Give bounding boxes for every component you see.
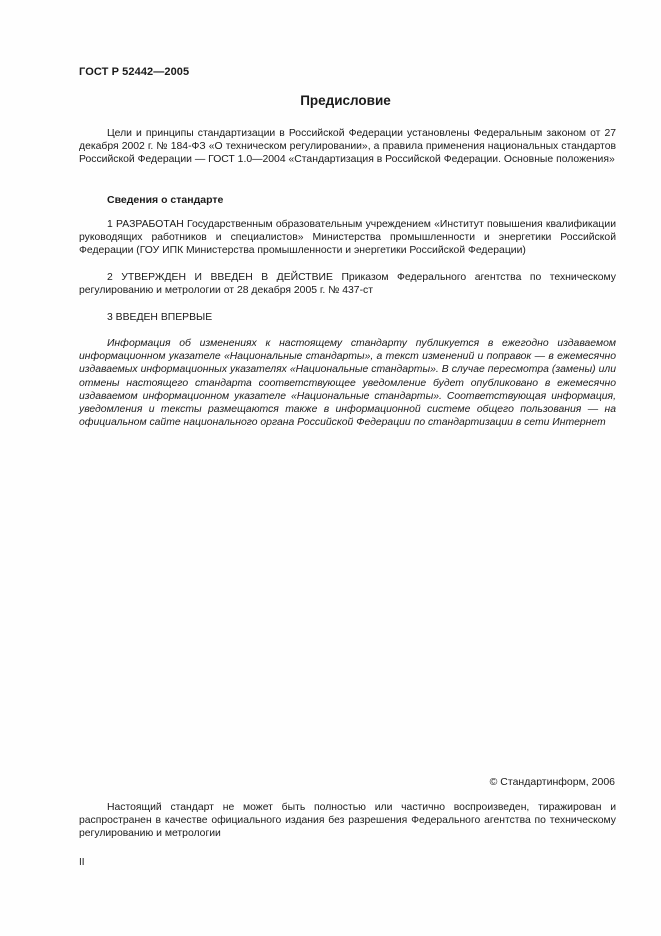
item-approved: 2 УТВЕРЖДЕН И ВВЕДЕН В ДЕЙСТВИЕ Приказом Федерального агентства по техническому регулированию и метрологии от 28 декабря 2005 г. № 437-ст: [79, 272, 616, 297]
page-number: II: [79, 857, 85, 868]
copyright-line: © Стандартинформ, 2006: [489, 776, 615, 788]
intro-paragraph: Цели и принципы стандартизации в Российской Федерации установлены Федеральным законом от 27 декабря 2002 г. № 184-ФЗ «О техническом регулировании», а правила применения национальных стандартов Российской Федерации — ГОСТ 1.0—2004 «Стандартизация в Российской Федерации. Основные положения»: [79, 128, 616, 166]
item-developed: 1 РАЗРАБОТАН Государственным образовательным учреждением «Институт повышения квалификации руководящих работников и специалистов» Министерства промышленности и энергетики Российской Федерации (ГОУ ИПК Министерства промышленности и энергетики Российской Федерации): [79, 219, 616, 257]
reproduction-notice: Настоящий стандарт не может быть полностью или частично воспроизведен, тиражирован и распространен в качестве официального издания без разрешения Федерального агентства по техническому регулированию и метрологии: [79, 802, 616, 840]
document-code: ГОСТ Р 52442—2005: [79, 66, 190, 78]
item-introduced: 3 ВВЕДЕН ВПЕРВЫЕ: [107, 312, 213, 323]
info-note: Информация об изменениях к настоящему стандарту публикуется в ежегодно издаваемом информационном указателе «Национальные стандарты», а текст изменений и поправок — в ежемесячно издаваемых информационных указателях «Национальные стандарты». В случае пересмотра (замены) или отмены настоящего стандарта соответствующее уведомление будет опубликовано в ежемесячно издаваемом информационном указателе «Национальные стандарты». Соответствующая информация, уведомления и тексты размещаются также в информационной системе общего пользования — на официальном сайте национального органа Российской Федерации по стандартизации в сети Интернет: [79, 338, 616, 429]
page-title: Предисловие: [300, 93, 391, 108]
section-title: Сведения о стандарте: [107, 194, 224, 206]
